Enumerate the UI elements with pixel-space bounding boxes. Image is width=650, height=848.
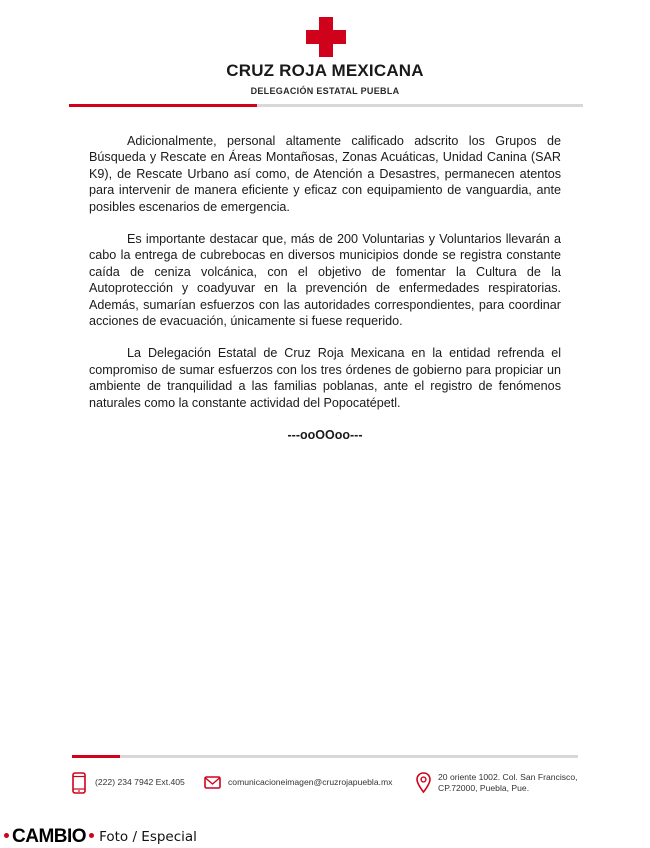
watermark-caption: Foto / Especial	[99, 829, 197, 845]
phone-text: (222) 234 7942 Ext.405	[95, 777, 185, 787]
watermark-dot-left	[4, 833, 9, 838]
footer-divider-accent	[72, 755, 120, 758]
email-icon	[204, 772, 221, 794]
footer-divider	[72, 755, 578, 758]
paragraph-1: Adicionalmente, personal altamente calificado adscrito los Grupos de Búsqueda y Rescate en Áreas Montañosas, Zonas Acuáticas, Unidad Canina (SAR K9), de Rescate Urbano así como, de Atención a Desastres, permanecen atentos para intervenir de manera eficiente y eficaz con equipamiento de vanguardia, ante posibles escenarios de emergencia.	[89, 134, 561, 214]
red-cross-logo-icon	[306, 17, 346, 57]
closing-mark: ---ooOOoo---	[287, 428, 363, 443]
address-line-2: CP.72000, Puebla, Pue.	[438, 783, 530, 793]
phone-icon	[72, 772, 86, 794]
address-text	[438, 772, 578, 794]
header-divider-accent	[69, 104, 257, 107]
paragraph-3: La Delegación Estatal de Cruz Roja Mexicana en la entidad refrenda el compromiso de sumar esfuerzos con los tres órdenes de gobierno para propiciar un ambiente de tranquilidad a las familias poblanas, ante el registro de fenómenos naturales como la constante actividad del Popocatépetl.	[89, 346, 561, 410]
organization-subtitle: DELEGACIÓN ESTATAL PUEBLA	[250, 86, 400, 96]
address-line-1: 20 oriente 1002. Col. San Francisco,	[438, 772, 578, 782]
document-body	[89, 133, 561, 444]
paragraph-2: Es importante destacar que, más de 200 Voluntarias y Voluntarios llevarán a cabo la entrega de cubrebocas en diversos municipios donde se registra constante caída de ceniza volcánica, con el objetivo de fomentar la Cultura de la Autoprotección y coadyuvar en la prevención de enfermedades respiratorias. Además, sumarían esfuerzos con las autoridades correspondientes, para coordinar acciones de evacuación, únicamente si fuese requerido.	[89, 232, 561, 329]
email-text: comunicacioneimagen@cruzrojapuebla.mx	[228, 777, 393, 787]
watermark-brand: CAMBIO	[12, 826, 87, 847]
cambio-watermark	[4, 826, 197, 847]
location-pin-icon	[416, 772, 431, 794]
header-divider	[69, 104, 583, 107]
watermark-dot-right	[89, 833, 94, 838]
organization-name: CRUZ ROJA MEXICANA	[226, 61, 424, 80]
